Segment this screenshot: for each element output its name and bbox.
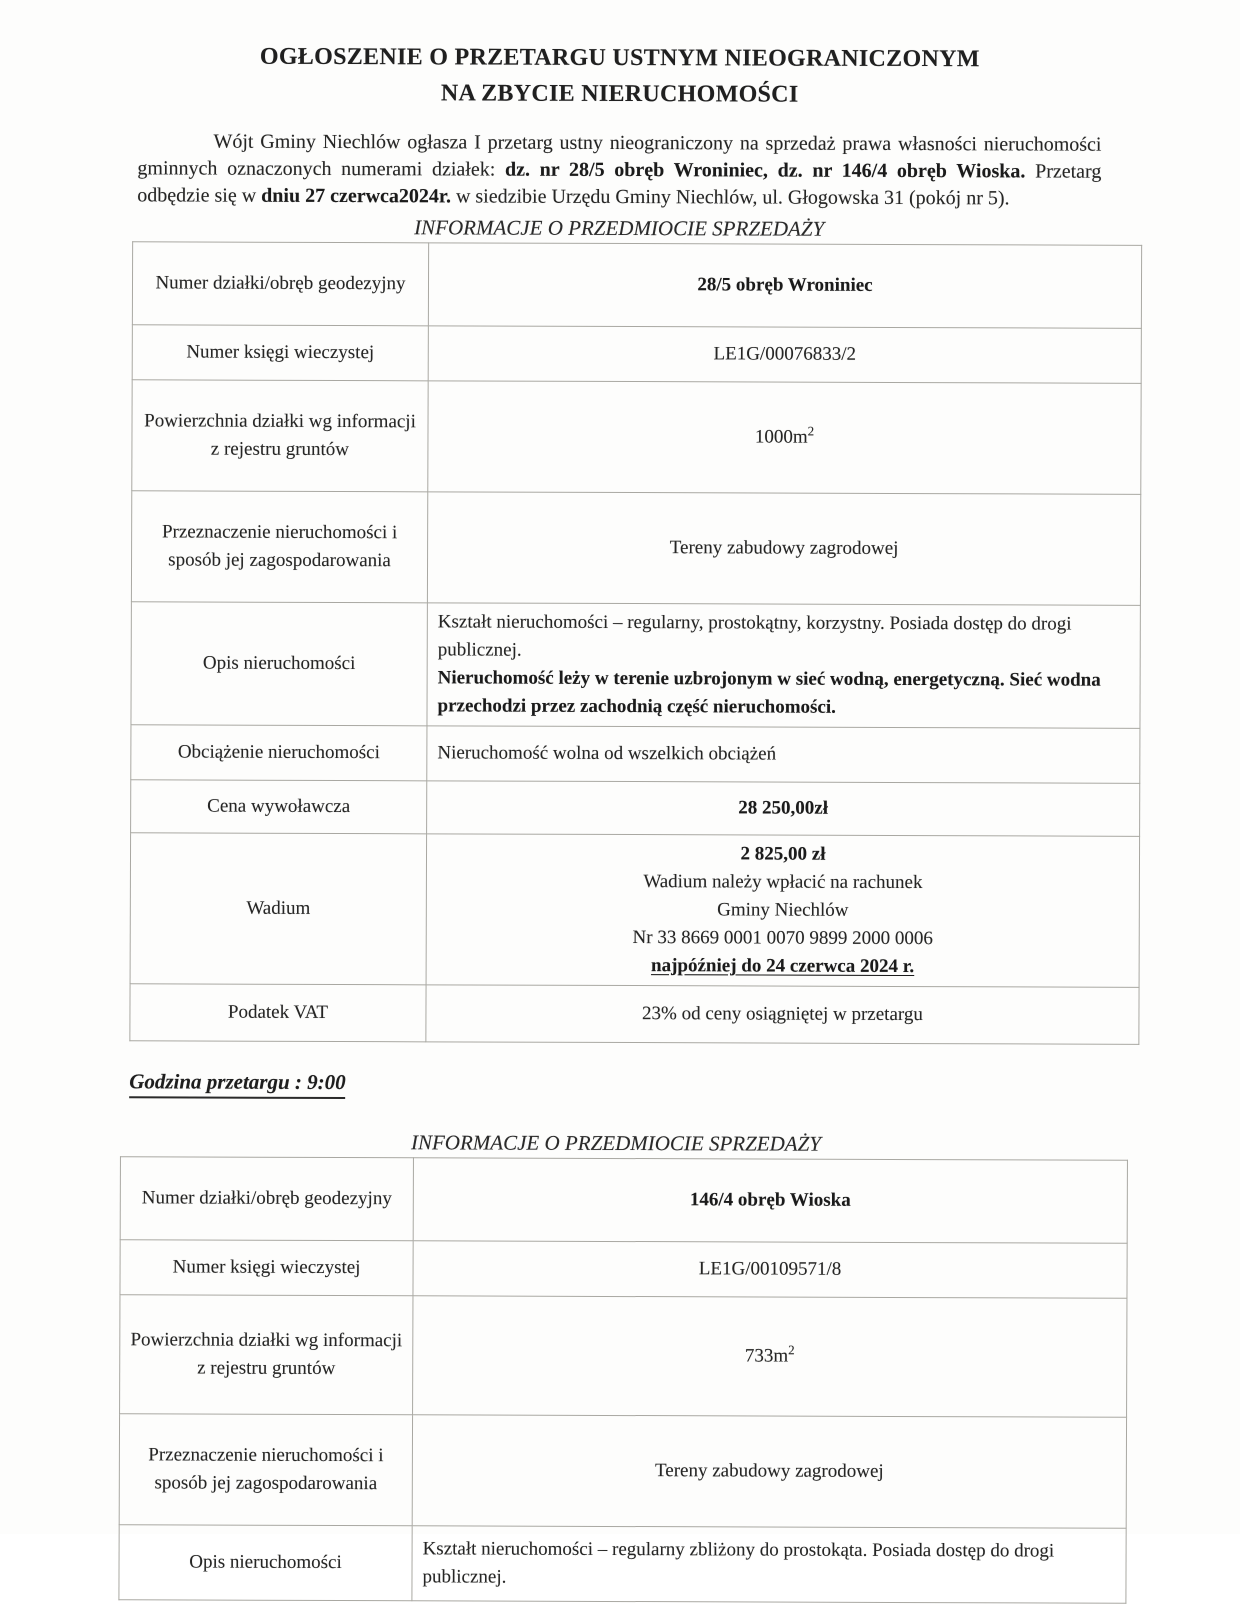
land-register-label: Numer księgi wieczystej <box>132 325 428 381</box>
table-row <box>120 1157 1127 1244</box>
land-register-value: LE1G/00109571/8 <box>413 1241 1127 1298</box>
table-row <box>132 325 1141 384</box>
table-row <box>120 1240 1127 1299</box>
plot-area-value: $1000m^2$ <box>428 381 1141 494</box>
square-meter-sup: 2 <box>807 423 815 439</box>
deposit-account-number: Nr 33 8669 0001 0070 9899 2000 0006 <box>632 927 933 950</box>
zoning-purpose-value: Tereny zabudowy zagrodowej <box>412 1415 1126 1528</box>
land-register-value: LE1G/00076833/2 <box>428 326 1141 383</box>
section-heading-2: INFORMACJE O PRZEDMIOCIE SPRZEDAŻY <box>410 1130 822 1156</box>
table-row <box>130 984 1139 1045</box>
encumbrance-value: Nieruchomość wolna od wszelkich obciążeń <box>427 726 1140 783</box>
intro-bold-plots: dz. nr 28/5 obręb Wroniniec, dz. nr 146/4 obręb Wioska. <box>504 158 1026 183</box>
property-table-1 <box>129 241 1142 1045</box>
plot-number-label: Numer działki/obręb geodezyjny <box>120 1157 413 1241</box>
table-row <box>119 1414 1126 1529</box>
section-heading-1: INFORMACJE O PRZEDMIOCIE SPRZEDAŻY <box>414 215 825 241</box>
intro-text-1: Wójt Gminy Niechlów ogłasza I przetarg ustny nieograniczony na sprzedaż prawa własności nieruchomości gminnych oznaczonych numerami działek: <box>137 130 1102 181</box>
square-meter-sup: 2 <box>788 1342 795 1358</box>
starting-price-label: Cena wywoławcza <box>131 780 427 834</box>
property-description-value <box>427 603 1140 728</box>
intro-paragraph <box>137 128 1101 212</box>
intro-text-3: w siedzibie Urzędu Gminy Niechlów, ul. Głogowska 31 (pokój nr 5). <box>450 185 1010 210</box>
plot-number-value: 146/4 obręb Wioska <box>413 1158 1127 1243</box>
zoning-purpose-value: Tereny zabudowy zagrodowej <box>427 492 1140 605</box>
description-normal-text: Kształt nieruchomości – regularny, prostokątny, korzystny. Posiada dostęp do drogi publicznej. <box>437 611 1072 661</box>
deposit-amount: 2 825,00 zł <box>740 843 826 865</box>
property-description-label: Opis nieruchomości <box>119 1525 412 1601</box>
plot-number-label: Numer działki/obręb geodezyjny <box>132 242 428 326</box>
table-row <box>132 242 1141 329</box>
description-bold-text: Nieruchomość leży w terenie uzbrojonym w sieć wodną, energetyczną. Sieć wodna przechodzi przez zachodnią część nieruchomości. <box>437 667 1101 718</box>
deposit-recipient-line: Gminy Niechlów <box>717 899 849 921</box>
vat-value: 23% od ceny osiągniętej w przetargu <box>426 985 1139 1044</box>
intro-text-2: Przetarg odbędzie się w <box>137 160 1102 207</box>
deposit-value <box>426 834 1140 987</box>
title-line-1: OGŁOSZENIE O PRZETARGU USTNYM NIEOGRANICZONYM <box>259 43 980 73</box>
property-description-label: Opis nieruchomości <box>131 602 427 726</box>
zoning-purpose-label: Przeznaczenie nieruchomości i sposób jej zagospodarowania <box>131 491 427 603</box>
title-line-2: NA ZBYCIE NIERUCHOMOŚCI <box>440 80 799 108</box>
deposit-label: Wadium <box>130 833 427 985</box>
land-register-label: Numer księgi wieczystej <box>120 1240 413 1296</box>
plot-number-value: 28/5 obręb Wroniniec <box>428 243 1141 328</box>
table-row <box>120 1295 1127 1418</box>
table-row <box>131 780 1140 837</box>
table-row <box>131 602 1140 729</box>
table-row <box>130 833 1140 988</box>
table-row <box>119 1525 1126 1604</box>
plot-area-label: Powierzchnia działki wg informacji z rejestru gruntów <box>132 380 428 492</box>
zoning-purpose-label: Przeznaczenie nieruchomości i sposób jej zagospodarowania <box>119 1414 412 1526</box>
plot-area-label: Powierzchnia działki wg informacji z rejestru gruntów <box>120 1295 413 1415</box>
encumbrance-label: Obciążenie nieruchomości <box>131 725 427 781</box>
table-row <box>131 491 1140 606</box>
table-row <box>131 725 1140 784</box>
property-description-value: Kształt nieruchomości – regularny zbliżony do prostokąta. Posiada dostęp do drogi publicznej. <box>412 1526 1126 1603</box>
deposit-deadline: najpóźniej do 24 czerwca 2024 r. <box>651 955 915 978</box>
intro-bold-date: dniu 27 czerwca2024r. <box>261 184 452 208</box>
deposit-instruction-line: Wadium należy wpłacić na rachunek <box>643 871 923 894</box>
auction-time-heading: Godzina przetargu : 9:00 <box>129 1069 1236 1102</box>
table-row <box>132 380 1141 495</box>
property-table-2 <box>118 1156 1128 1604</box>
vat-label: Podatek VAT <box>130 984 426 1042</box>
document-title <box>0 0 1240 114</box>
plot-area-value: $733m^2$ <box>413 1296 1127 1417</box>
starting-price-value: 28 250,00zł <box>427 781 1140 836</box>
